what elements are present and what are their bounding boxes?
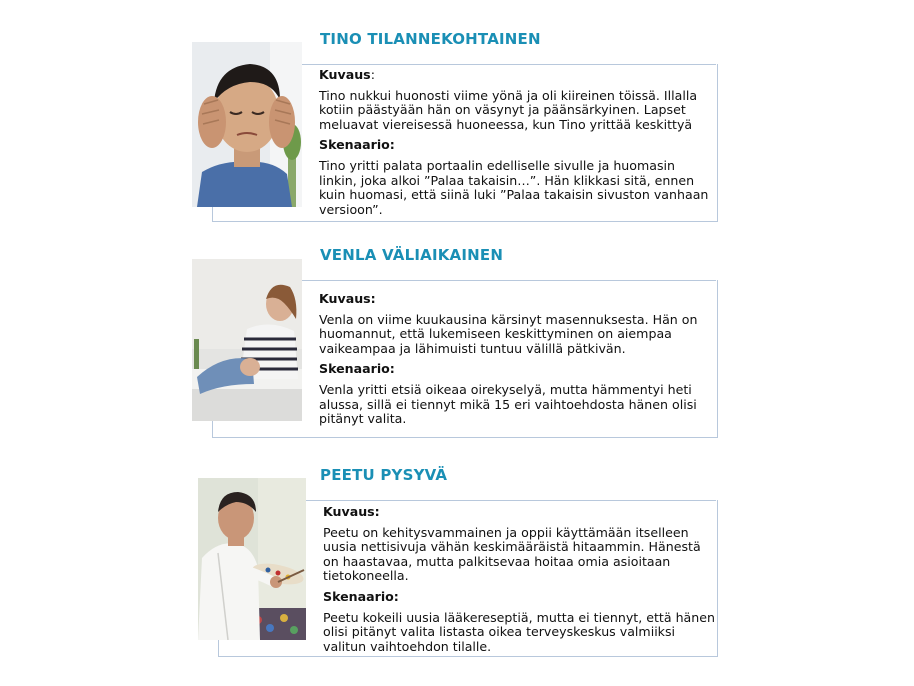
scenario-text: Venla yritti etsiä oikeaa oirekyselyä, mutta hämmentyi heti alussa, sillä ei tiennyt mikä 15 eri vaihtoehdosta hänen olisi pitänyt valita. xyxy=(319,381,697,427)
scenario-label: Skenaario: xyxy=(319,137,395,153)
description-label-colon: : xyxy=(370,67,375,82)
persona-title-tino: TINO TILANNEKOHTAINEN xyxy=(320,30,541,48)
description-text: Venla on viime kuukausina kärsinyt masennuksesta. Hän on huomannut, että lukemiseen keskittyminen on aiempaa vaikeampaa ja lähimuisti tuntuu välillä pätkivän. xyxy=(319,311,698,356)
description-label: Kuvaus xyxy=(319,67,371,82)
persona-text-tino xyxy=(319,68,711,223)
photo-peetu xyxy=(198,478,306,640)
description-text: Tino nukkui huonosti viime yönä ja oli kiireinen töissä. Illalla kotiin päästyään hän on väsynyt ja päänsärkyinen. Lapset meluavat viereisessä huoneessa, kun Tino yrittää keskittyä xyxy=(319,87,698,132)
scenario-text: Tino yritti palata portaalin edelliselle sivulle ja huomasin linkin, joka alkoi ”Palaa takaisin…”. Hän klikkasi sitä, ennen kuin huomasi, että siinä luki ”Palaa takaisin sivuston vanhaan versioon”. xyxy=(319,157,709,217)
description-label: Kuvaus: xyxy=(319,291,376,306)
scenario-label: Skenaario: xyxy=(319,361,395,377)
persona-title-peetu: PEETU PYSYVÄ xyxy=(320,466,448,484)
persona-text-peetu xyxy=(323,505,718,660)
description-label: Kuvaus: xyxy=(323,504,380,519)
scenario-label: Skenaario: xyxy=(323,588,399,604)
description-text: Peetu on kehitysvammainen ja oppii käyttämään itselleen uusia nettisivuja vähän keskimääräistä hitaammin. Hänestä on haastavaa, mutta palkitsevaa hoitaa omia asioitaan tietokoneella. xyxy=(323,524,701,584)
photo-venla xyxy=(192,259,302,421)
persona-title-venla: VENLA VÄLIAIKAINEN xyxy=(320,246,504,264)
scenario-text: Peetu kokeili uusia lääkereseptiä, mutta ei tiennyt, että hänen olisi pitänyt valita listasta oikea terveyskeskus valmiiksi valitun vaihtoehdon tilalle. xyxy=(323,609,715,654)
photo-tino xyxy=(192,42,302,207)
persona-text-venla xyxy=(319,292,711,433)
